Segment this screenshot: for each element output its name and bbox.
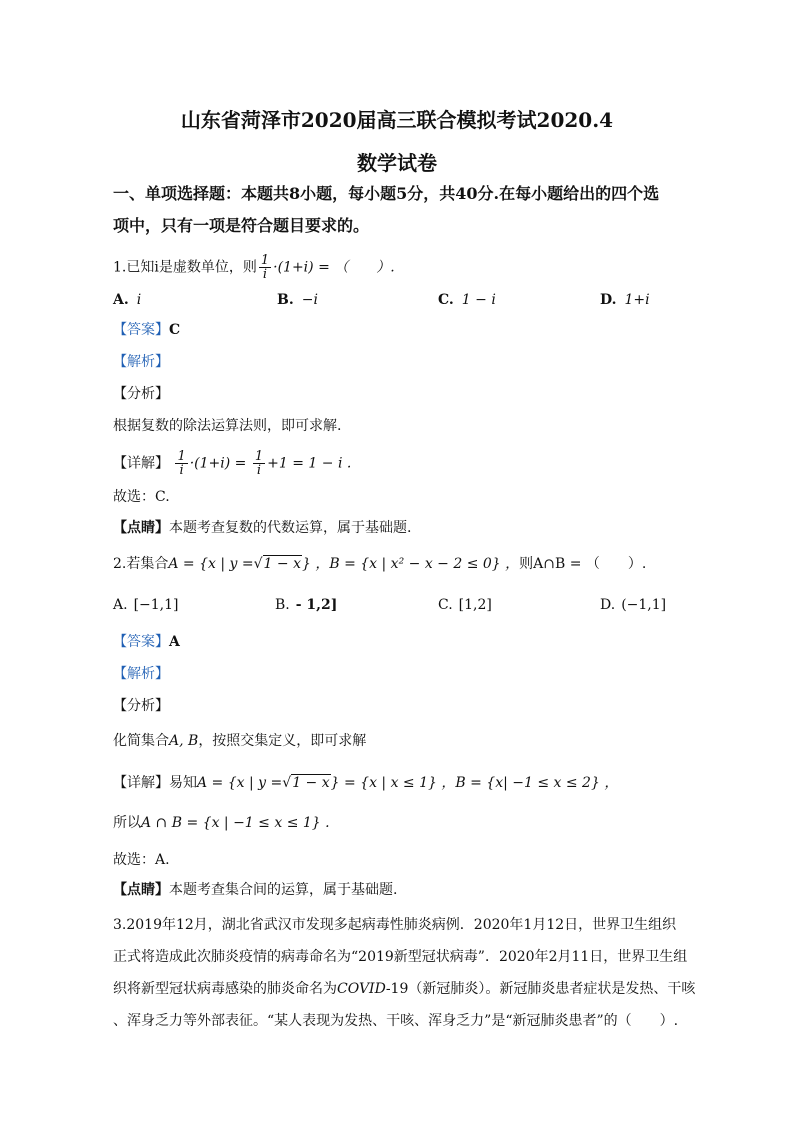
q1-stem-prefix: 1.已知i是虚数单位，则	[113, 259, 257, 276]
q1-frac-den: i	[262, 267, 268, 282]
q1-fenxi-tag: 【分析】	[113, 386, 169, 402]
q1-comment: 【点睛】本题考查复数的代数运算，属于基础题.	[113, 520, 412, 536]
q1-frac-num: 1	[260, 253, 270, 268]
q1-detail-frac1: $\frac{1}{i}$	[177, 449, 186, 478]
document-subtitle: 数学试卷	[357, 151, 437, 175]
q2-option-d: D. (−1,1]	[600, 597, 667, 613]
q2-answer: 【答案】A	[113, 634, 180, 650]
q1-option-c: C. 1 − i	[438, 292, 496, 308]
q2-option-a: A. [−1,1]	[113, 597, 179, 613]
q2-option-c: C. [1,2]	[438, 597, 492, 613]
q2-so: 所以A ∩ B = {x | −1 ≤ x ≤ 1} .	[113, 815, 330, 831]
document-title: 山东省菏泽市2020届高三联合模拟考试2020.4	[180, 108, 614, 132]
q2-choose: 故选：A.	[113, 852, 170, 868]
q2-option-b: B. - 1,2]	[275, 597, 338, 613]
q2-fenxi-text: 化简集合A, B，按照交集定义，即可求解	[113, 733, 367, 749]
q3-line2: 正式将造成此次肺炎疫情的病毒命名为“2019新型冠状病毒”．2020年2月11日，世界卫生组	[113, 949, 688, 965]
q2-analysis-tag: 【解析】	[113, 666, 169, 682]
q1-option-a: A. i	[113, 292, 142, 308]
q1-fenxi-text: 根据复数的除法运算法则，即可求解.	[113, 418, 342, 434]
q1-fraction	[259, 254, 271, 281]
section-heading-line1: 一、单项选择题：本题共8小题，每小题5分，共40分.在每小题给出的四个选	[113, 184, 660, 203]
q1-detail-frac2: $\frac{1}{i}$	[254, 449, 264, 478]
q1-option-d: D. 1+i	[600, 292, 650, 308]
q2-stem: 2.若集合A = {x | y =√1 − x} ，B = {x | x² − x − 2 ≤ 0} ，则A∩B = （ ）.	[113, 556, 647, 572]
q3-line4: 、浑身乏力等外部表征。“某人表现为发热、干咳、浑身乏力”是“新冠肺炎患者”的（ ）.	[113, 1013, 679, 1029]
q1-option-b: B. −i	[277, 292, 318, 308]
q1-choose: 故选：C.	[113, 489, 170, 505]
q1-detail-tag: 【详解】	[113, 455, 169, 472]
q1-answer	[113, 320, 180, 340]
q1-detail: 【详解】 $\frac{1}{i}$ ·(1+i) = $\frac{1}{i}$ +1 = 1 − i .	[113, 449, 352, 478]
q2-fenxi-tag: 【分析】	[113, 698, 169, 714]
q1-analysis-tag: 【解析】	[113, 354, 169, 370]
q1-stem-expr: ·(1+i) = （ ）.	[273, 259, 395, 276]
section-heading-line2: 项中，只有一项是符合题目要求的。	[113, 216, 370, 235]
q3-line3: 织将新型冠状病毒感染的肺炎命名为COVID-19（新冠肺炎）。新冠肺炎患者症状是发热、干咳	[113, 981, 696, 997]
q3-line1: 3.2019年12月，湖北省武汉市发现多起病毒性肺炎病例．2020年1月12日，世界卫生组织	[113, 917, 677, 933]
q2-comment: 【点睛】本题考查集合间的运算，属于基础题.	[113, 882, 398, 898]
q1-stem	[113, 254, 395, 281]
q1-answer-value: C	[169, 322, 181, 338]
q2-detail: 【详解】易知A = {x | y =√1 − x} = {x | x ≤ 1} ，B = {x| −1 ≤ x ≤ 2} ，	[113, 775, 619, 791]
answer-tag: 【答案】	[113, 322, 169, 338]
